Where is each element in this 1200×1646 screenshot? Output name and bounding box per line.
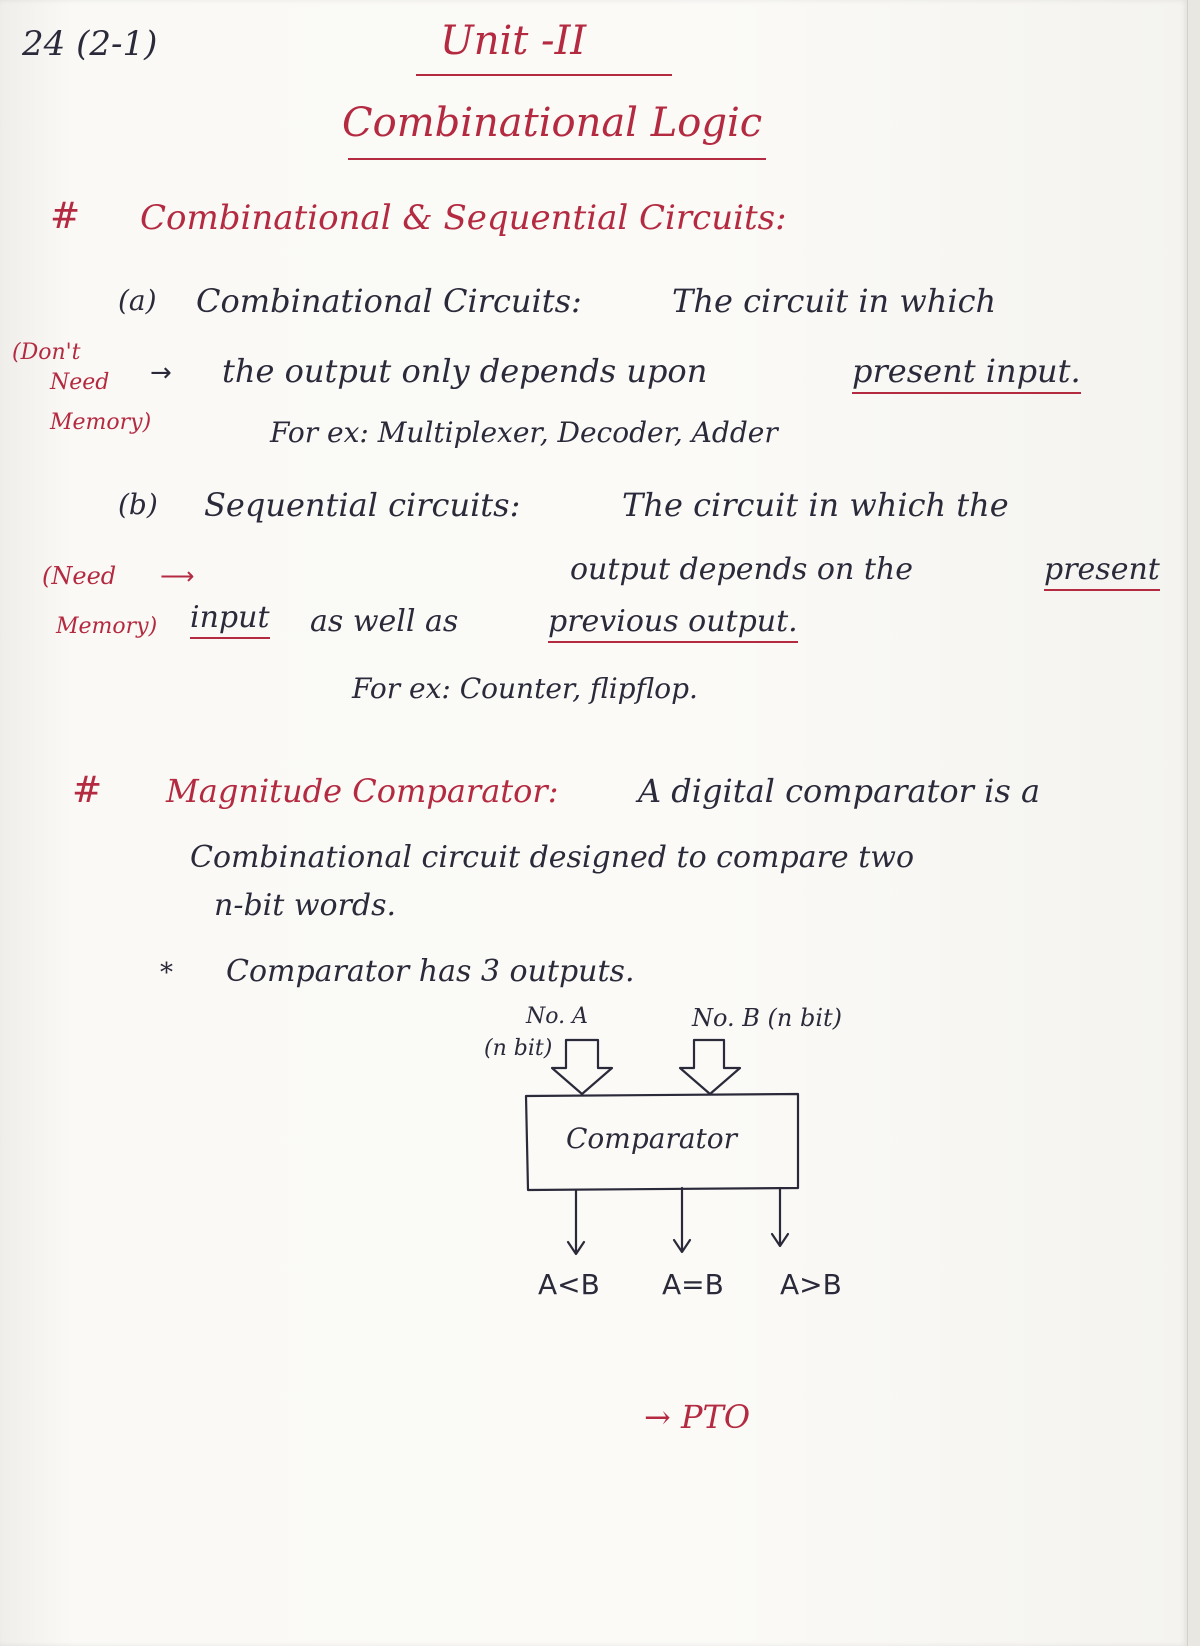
item-b-emph3: previous output. <box>548 604 798 643</box>
bullet-icon: * <box>160 958 173 988</box>
section1-heading: Combinational & Sequential Circuits: <box>140 198 787 238</box>
output-eq: A=B <box>662 1268 724 1301</box>
note-arrow-icon: → <box>150 358 172 388</box>
item-b-label: (b) <box>118 488 158 521</box>
item-a-emph: present input. <box>852 352 1081 394</box>
item-a-example: For ex: Multiplexer, Decoder, Adder <box>270 416 778 449</box>
output-lt-arrow <box>568 1190 584 1254</box>
item-a-note-1: (Don't <box>12 340 81 365</box>
output-gt-arrow <box>772 1188 788 1246</box>
input-b-label: No. B (n bit) <box>692 1004 843 1032</box>
output-gt: A>B <box>780 1268 842 1301</box>
unit-title: Unit -II <box>440 18 587 64</box>
input-b-arrow <box>680 1040 740 1094</box>
item-b-term: Sequential circuits: <box>204 486 521 524</box>
item-b-line2: output depends on the <box>570 552 913 587</box>
section2-marker: # <box>72 770 103 811</box>
input-a-sub: (n bit) <box>484 1036 553 1061</box>
pto-label: → PTO <box>644 1398 751 1436</box>
section2-line3: n-bit words. <box>214 888 397 923</box>
output-lt: A<B <box>538 1268 600 1301</box>
bullet-text: Comparator has 3 outputs. <box>226 954 635 989</box>
comparator-label: Comparator <box>566 1122 738 1155</box>
section2-heading: Magnitude Comparator: <box>166 772 559 810</box>
item-b-line3: as well as <box>310 604 459 639</box>
page-title: Combinational Logic <box>342 100 763 146</box>
item-a-label: (a) <box>118 284 157 317</box>
item-a-note-3: Memory) <box>50 410 152 435</box>
item-b-emph2: input <box>190 600 270 639</box>
input-a-arrow <box>552 1040 612 1094</box>
item-a-line2: the output only depends upon <box>222 352 708 390</box>
item-a-note-2: Need <box>50 370 110 395</box>
item-a-line1: The circuit in which <box>672 282 997 320</box>
item-b-example: For ex: Counter, flipflop. <box>352 672 698 705</box>
section1-marker: # <box>50 196 81 237</box>
note-arrow-icon-2: ⟶ <box>160 562 195 590</box>
input-a-label: No. A <box>526 1004 588 1029</box>
section2-line1: A digital comparator is a <box>638 772 1041 810</box>
item-b-note-1: (Need <box>42 562 117 590</box>
item-a-term: Combinational Circuits: <box>196 282 582 320</box>
item-b-note-2: Memory) <box>56 614 158 639</box>
item-b-emph1: present <box>1044 552 1160 591</box>
section2-line2: Combinational circuit designed to compare two <box>190 840 915 875</box>
output-eq-arrow <box>674 1188 690 1252</box>
page-ref: 24 (2-1) <box>22 24 158 64</box>
item-b-line1: The circuit in which the <box>622 486 1009 524</box>
